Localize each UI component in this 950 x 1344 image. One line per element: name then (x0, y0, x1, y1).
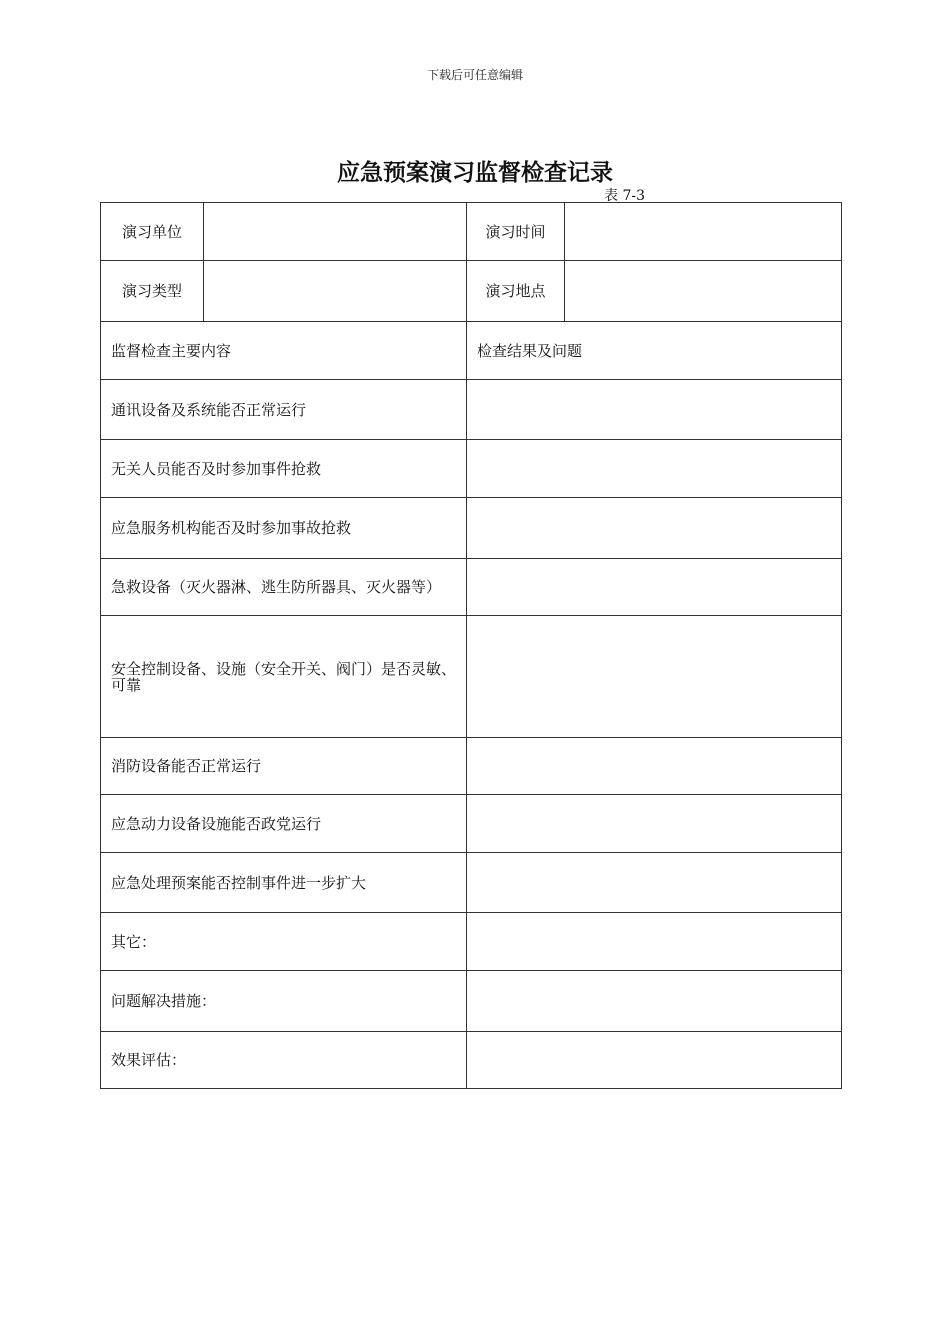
check-item-content: 其它： (101, 913, 467, 971)
check-item-result[interactable] (467, 559, 842, 616)
check-item-content: 问题解决措施： (101, 971, 467, 1032)
check-item-result[interactable] (467, 440, 842, 498)
table-row (101, 498, 842, 559)
result-column-header: 检查结果及问题 (467, 322, 842, 380)
check-item-content: 应急处理预案能否控制事件进一步扩大 (101, 853, 467, 913)
info-row (101, 203, 842, 261)
drill-time-value[interactable] (565, 203, 842, 261)
content-column-header: 监督检查主要内容 (101, 322, 467, 380)
check-item-content: 无关人员能否及时参加事件抢救 (101, 440, 467, 498)
info-row (101, 261, 842, 322)
table-row (101, 971, 842, 1032)
check-item-content: 应急动力设备设施能否政党运行 (101, 795, 467, 853)
table-row (101, 913, 842, 971)
table-row (101, 1032, 842, 1089)
drill-location-value[interactable] (565, 261, 842, 322)
table-row (101, 440, 842, 498)
inspection-record-table (100, 202, 842, 1089)
page-title: 应急预案演习监督检查记录 (337, 160, 613, 186)
drill-location-label: 演习地点 (467, 261, 565, 322)
check-item-result[interactable] (467, 498, 842, 559)
drill-time-label: 演习时间 (467, 203, 565, 261)
drill-unit-value[interactable] (204, 203, 467, 261)
check-item-result[interactable] (467, 913, 842, 971)
check-item-content: 消防设备能否正常运行 (101, 738, 467, 795)
check-item-result[interactable] (467, 971, 842, 1032)
table-number: 表 7-3 (604, 188, 645, 204)
check-item-content: 效果评估： (101, 1032, 467, 1089)
table-row (101, 559, 842, 616)
table-row (101, 853, 842, 913)
check-item-content: 通讯设备及系统能否正常运行 (101, 380, 467, 440)
drill-unit-label: 演习单位 (101, 203, 204, 261)
check-item-result[interactable] (467, 795, 842, 853)
check-item-result[interactable] (467, 616, 842, 738)
table-row (101, 380, 842, 440)
table-row (101, 616, 842, 738)
check-item-result[interactable] (467, 738, 842, 795)
table-row (101, 738, 842, 795)
check-item-content: 安全控制设备、设施（安全开关、阀门）是否灵敏、可靠 (101, 616, 467, 738)
drill-type-label: 演习类型 (101, 261, 204, 322)
check-item-result[interactable] (467, 1032, 842, 1089)
drill-type-value[interactable] (204, 261, 467, 322)
check-item-result[interactable] (467, 380, 842, 440)
check-item-content: 应急服务机构能否及时参加事故抢救 (101, 498, 467, 559)
table-row (101, 795, 842, 853)
column-header-row (101, 322, 842, 380)
check-item-result[interactable] (467, 853, 842, 913)
check-item-content: 急救设备（灭火器淋、逃生防所器具、灭火器等） (101, 559, 467, 616)
header-note: 下载后可任意编辑 (426, 68, 523, 82)
